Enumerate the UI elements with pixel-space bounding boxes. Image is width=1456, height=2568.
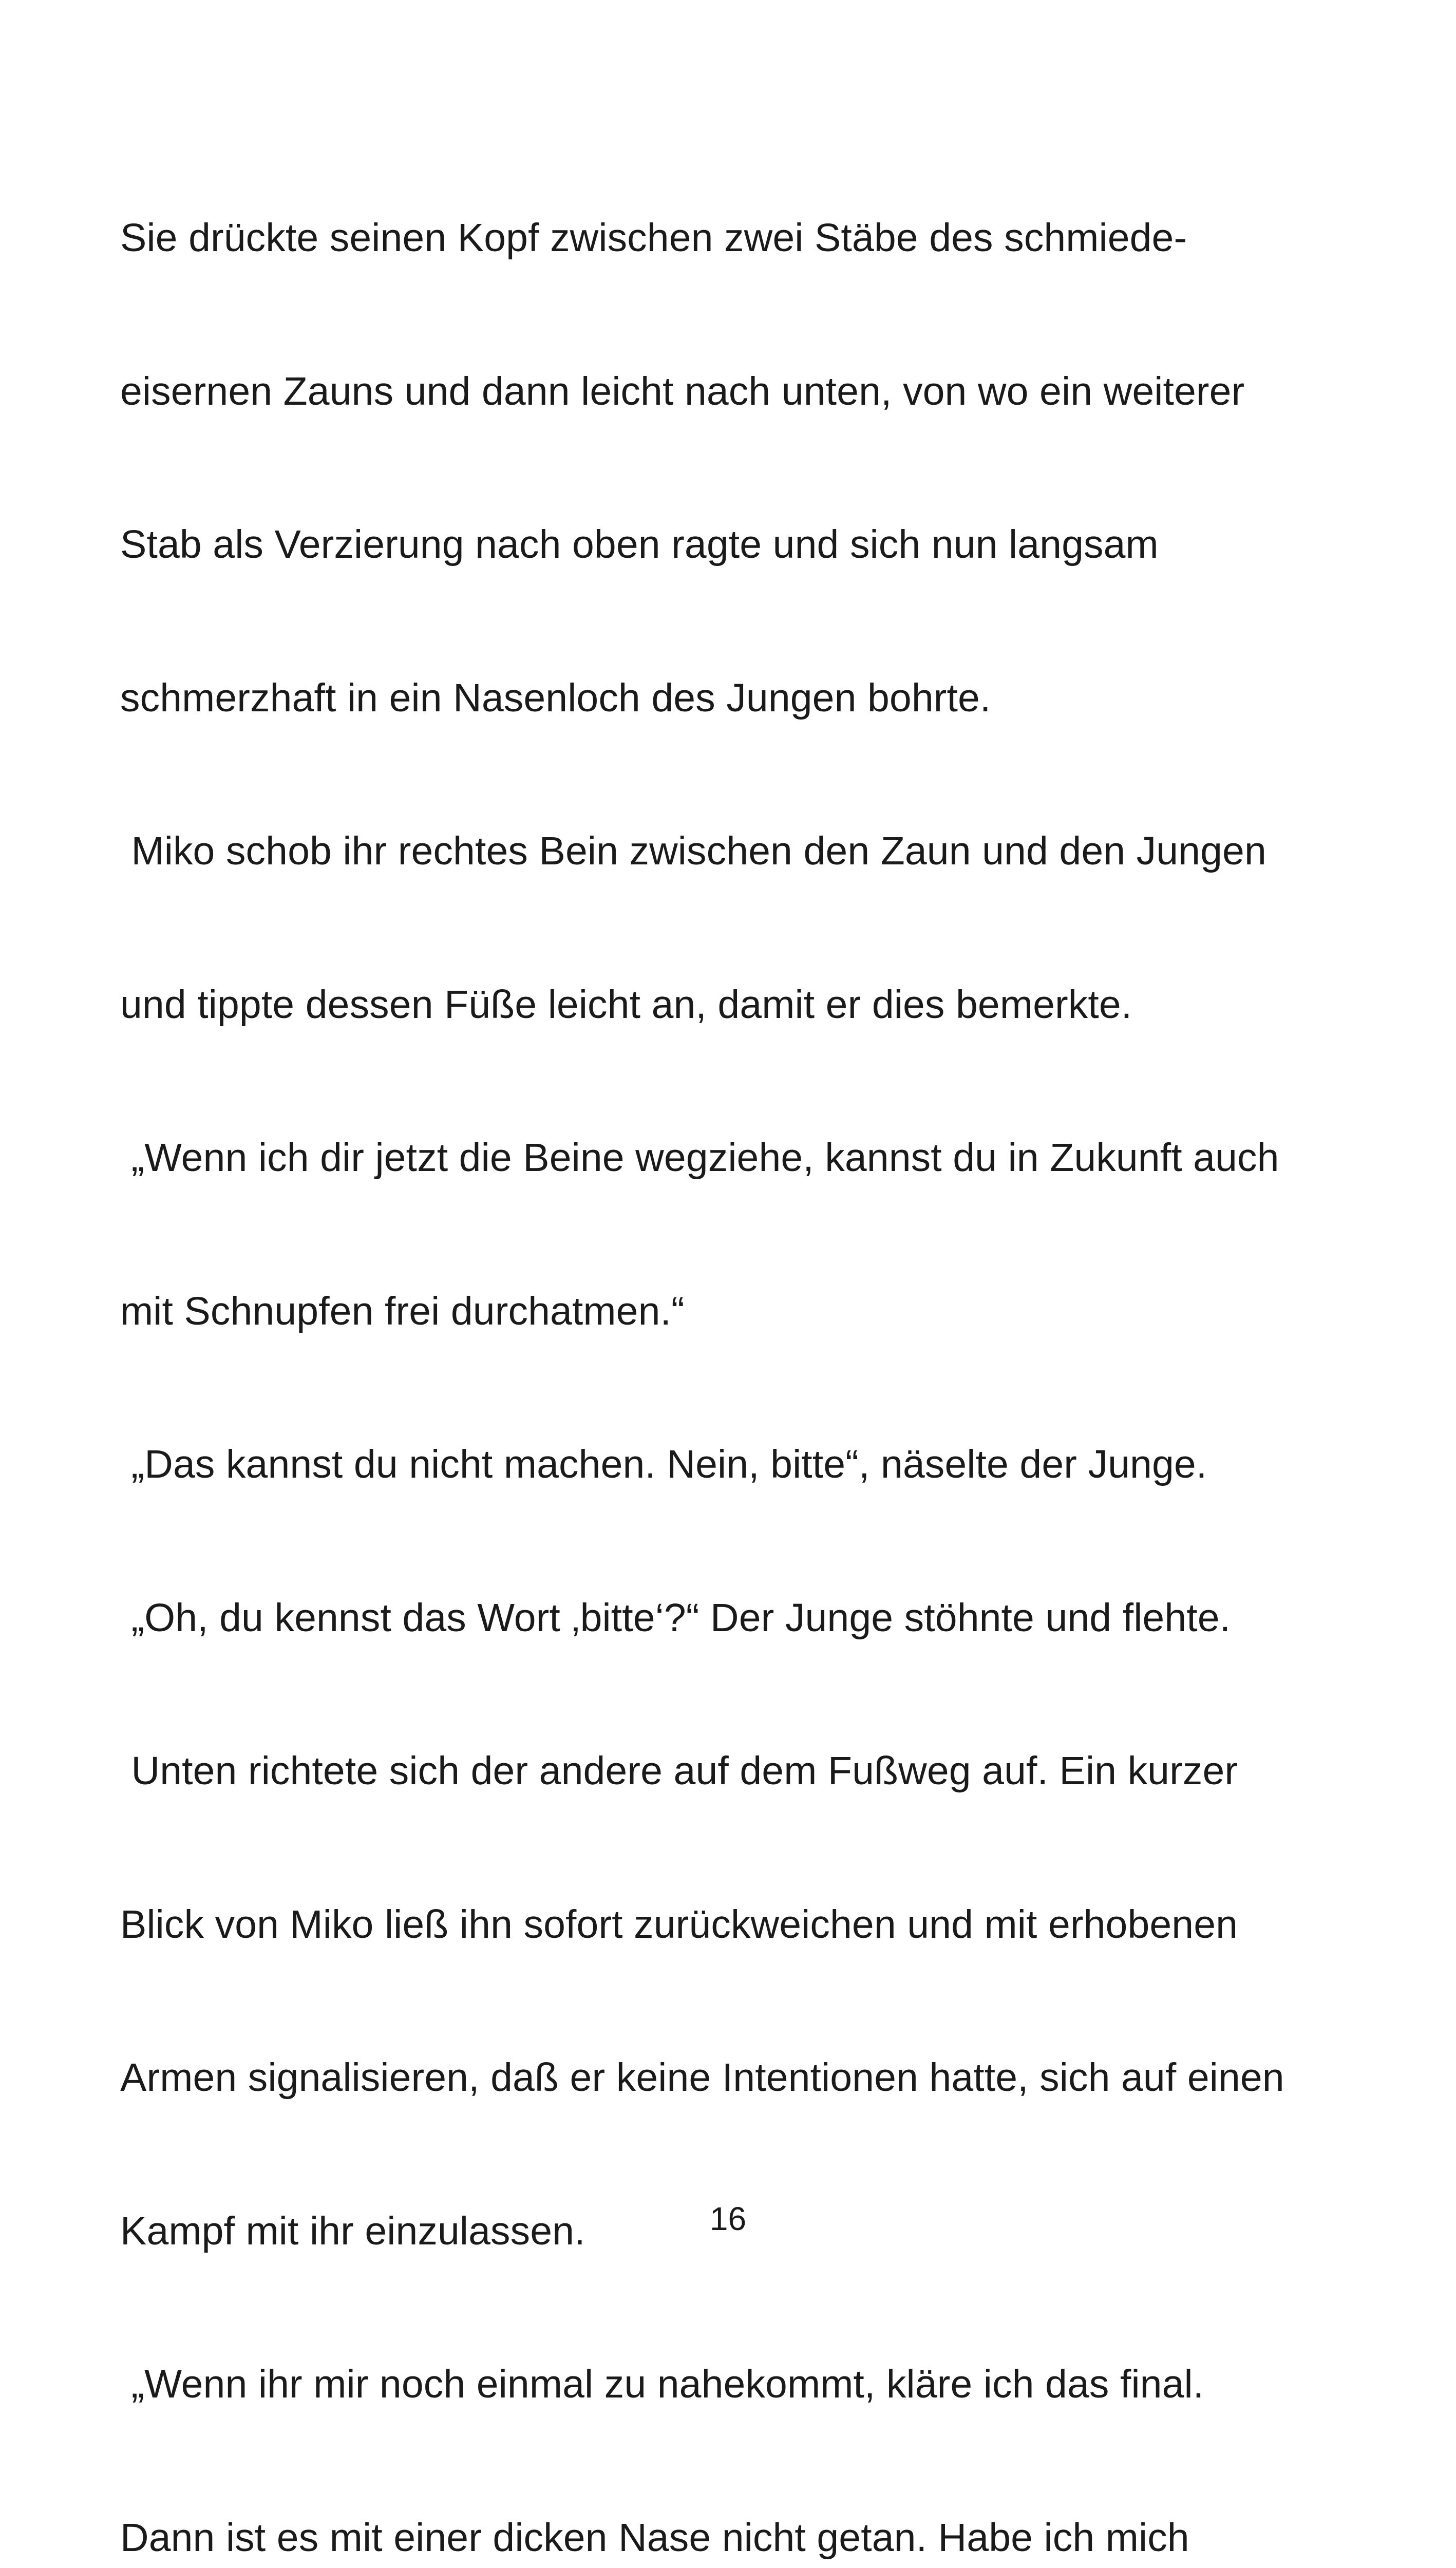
text-line: Miko schob ihr rechtes Bein zwischen den Zaun und den Jungen [120, 829, 1266, 873]
text-line: Blick von Miko ließ ihn sofort zurückweichen und mit erhobenen [120, 1902, 1238, 1947]
text-line: Unten richtete sich der andere auf dem Fußweg auf. Ein kurzer [120, 1749, 1238, 1793]
text-line: Dann ist es mit einer dicken Nase nicht getan. Habe ich mich [120, 2515, 1189, 2560]
text-line: eisernen Zauns und dann leicht nach unten, von wo ein weiterer [120, 369, 1245, 413]
text-line: „Wenn ich dir jetzt die Beine wegziehe, kannst du in Zukunft auch [120, 1136, 1279, 1180]
text-line: „Das kannst du nicht machen. Nein, bitte“, näselte der Junge. [120, 1442, 1207, 1486]
text-line: schmerzhaft in ein Nasenloch des Jungen bohrte. [120, 675, 991, 720]
text-line: mit Schnupfen frei durchatmen.“ [120, 1289, 685, 1333]
text-line: Armen signalisieren, daß er keine Intentionen hatte, sich auf einen [120, 2055, 1284, 2100]
text-line: Kampf mit ihr einzulassen. [120, 2208, 585, 2253]
text-line: „Wenn ihr mir noch einmal zu nahekommt, kläre ich das final. [120, 2362, 1204, 2406]
text-line: Stab als Verzierung nach oben ragte und sich nun langsam [120, 522, 1159, 567]
text-line: und tippte dessen Füße leicht an, damit er dies bemerkte. [120, 982, 1132, 1027]
page-number: 16 [709, 2200, 747, 2237]
text-line: Sie drückte seinen Kopf zwischen zwei Stäbe des schmiede- [120, 216, 1187, 260]
text-line: „Oh, du kennst das Wort ‚bitte‘?“ Der Junge stöhnte und flehte. [120, 1595, 1231, 1640]
